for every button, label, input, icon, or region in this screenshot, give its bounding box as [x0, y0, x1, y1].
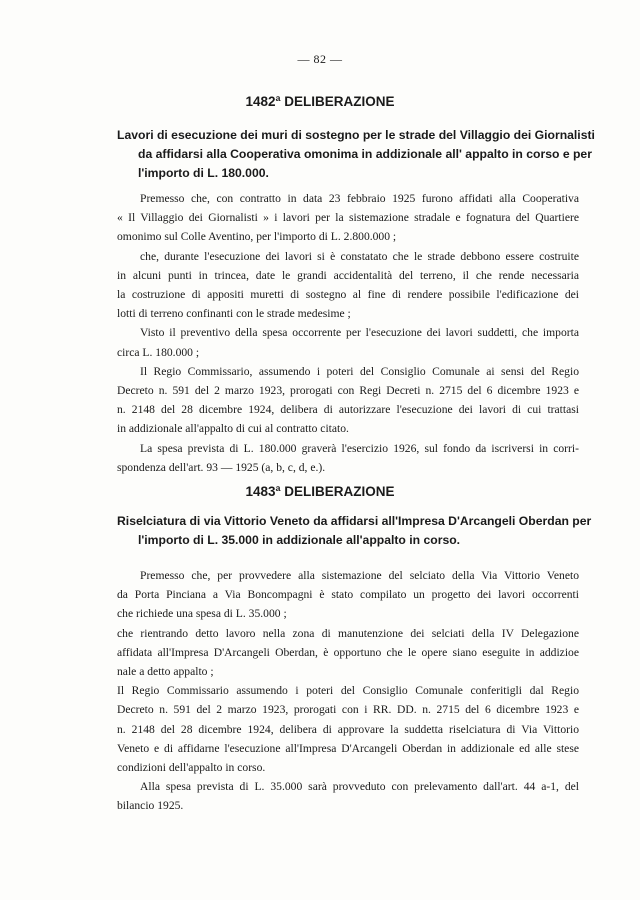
section-title-1482	[117, 126, 595, 183]
section-body-1483	[117, 566, 579, 816]
section-title-1483	[117, 512, 592, 550]
body-line: spondenza dell'art. 93 — 1925 (a, b, c, d, e.).	[117, 460, 326, 474]
body-line: che, durante l'esecuzione dei lavori si è constatato che le strade debbono essere costruite	[140, 249, 579, 263]
body-line: Visto il preventivo della spesa occorrente per l'esecuzione dei lavori suddetti, che importa	[140, 326, 579, 340]
body-line: omonimo sul Colle Aventino, per l'importo di L. 2.800.000 ;	[117, 230, 397, 244]
body-line: da Porta Pinciana a Via Boncompagni è stato compilato un progetto dei lavori occorrenti	[117, 588, 579, 602]
body-line: bilancio 1925.	[117, 799, 184, 813]
body-line: n. 2148 del 28 dicembre 1924, delibera di autorizzare l'esecuzione dei lavori di cui trattasi	[117, 403, 579, 417]
body-line: Decreto n. 591 del 2 marzo 1923, prorogati con i RR. DD. n. 2715 del 6 dicembre 1923 e	[117, 703, 579, 717]
body-line: che richiede una spesa di L. 35.000 ;	[117, 607, 287, 621]
body-line: Il Regio Commissario, assumendo i poteri del Consiglio Comunale ai sensi del Regio	[140, 364, 579, 378]
body-line: in addizionale all'appalto di cui al contratto citato.	[117, 422, 349, 436]
body-line: nale a detto appalto ;	[117, 665, 214, 679]
body-line: lotti di terreno confinanti con le strade medesime ;	[117, 307, 351, 321]
section-heading-1482: 1482ª DELIBERAZIONE	[245, 94, 395, 109]
body-line: affidata all'Impresa D'Arcangeli Oberdan, è opportuno che le opere siano eseguite in addizioe	[117, 645, 579, 659]
title-line: l'importo di L. 180.000.	[138, 166, 269, 180]
body-line: Alla spesa prevista di L. 35.000 sarà provveduto con prelevamento dall'art. 44 a-1, del	[140, 780, 579, 794]
body-line: La spesa prevista di L. 180.000 graverà l'esercizio 1926, sul fondo da iscriversi in corri-	[140, 441, 579, 455]
body-line: la costruzione di appositi muretti di sostegno al fine di rendere possibile l'edificazione dei	[117, 288, 579, 302]
body-line: Veneto e di affidarne l'esecuzione all'Impresa D'Arcangeli Oberdan in addizionale ed alle stese	[117, 741, 579, 755]
title-line: da affidarsi alla Cooperativa omonima in addizionale all' appalto in corso e per	[138, 147, 592, 161]
section-body-1482	[117, 189, 579, 477]
body-line: n. 2148 del 28 dicembre 1924, delibera di approvare la suddetta riselciatura di Via Vittorio	[117, 722, 579, 736]
body-line: circa L. 180.000 ;	[117, 345, 200, 359]
title-line: l'importo di L. 35.000 in addizionale all'appalto in corso.	[138, 533, 461, 547]
body-line: Decreto n. 591 del 2 marzo 1923, prorogati con Regi Decreti n. 2715 del 6 dicembre 1923 e	[117, 384, 579, 398]
title-line: Riselciatura di via Vittorio Veneto da affidarsi all'Impresa D'Arcangeli Oberdan per	[117, 514, 592, 528]
title-line: Lavori di esecuzione dei muri di sostegno per le strade del Villaggio dei Giornalisti	[117, 128, 595, 142]
section-heading-1483: 1483ª DELIBERAZIONE	[245, 484, 395, 499]
body-line: Premesso che, per provvedere alla sistemazione del selciato della Via Vittorio Veneto	[140, 569, 579, 582]
body-line: Premesso che, con contratto in data 23 febbraio 1925 furono affidati alla Cooperativa	[140, 192, 579, 205]
body-line: condizioni dell'appalto in corso.	[117, 761, 266, 775]
body-line: Il Regio Commissario assumendo i poteri del Consiglio Comunale conferitigli dal Regio	[117, 684, 579, 698]
body-line: « Il Villaggio dei Giornalisti » i lavori per la sistemazione stradale e fognatura del Quartiere	[117, 211, 579, 225]
body-line: che rientrando detto lavoro nella zona di manutenzione dei selciati della IV Delegazione	[117, 626, 579, 640]
page-number: — 82 —	[297, 52, 343, 66]
body-line: in alcuni punti in trincea, date le grandi accidentalità del terreno, il che rende necessaria	[117, 268, 579, 282]
